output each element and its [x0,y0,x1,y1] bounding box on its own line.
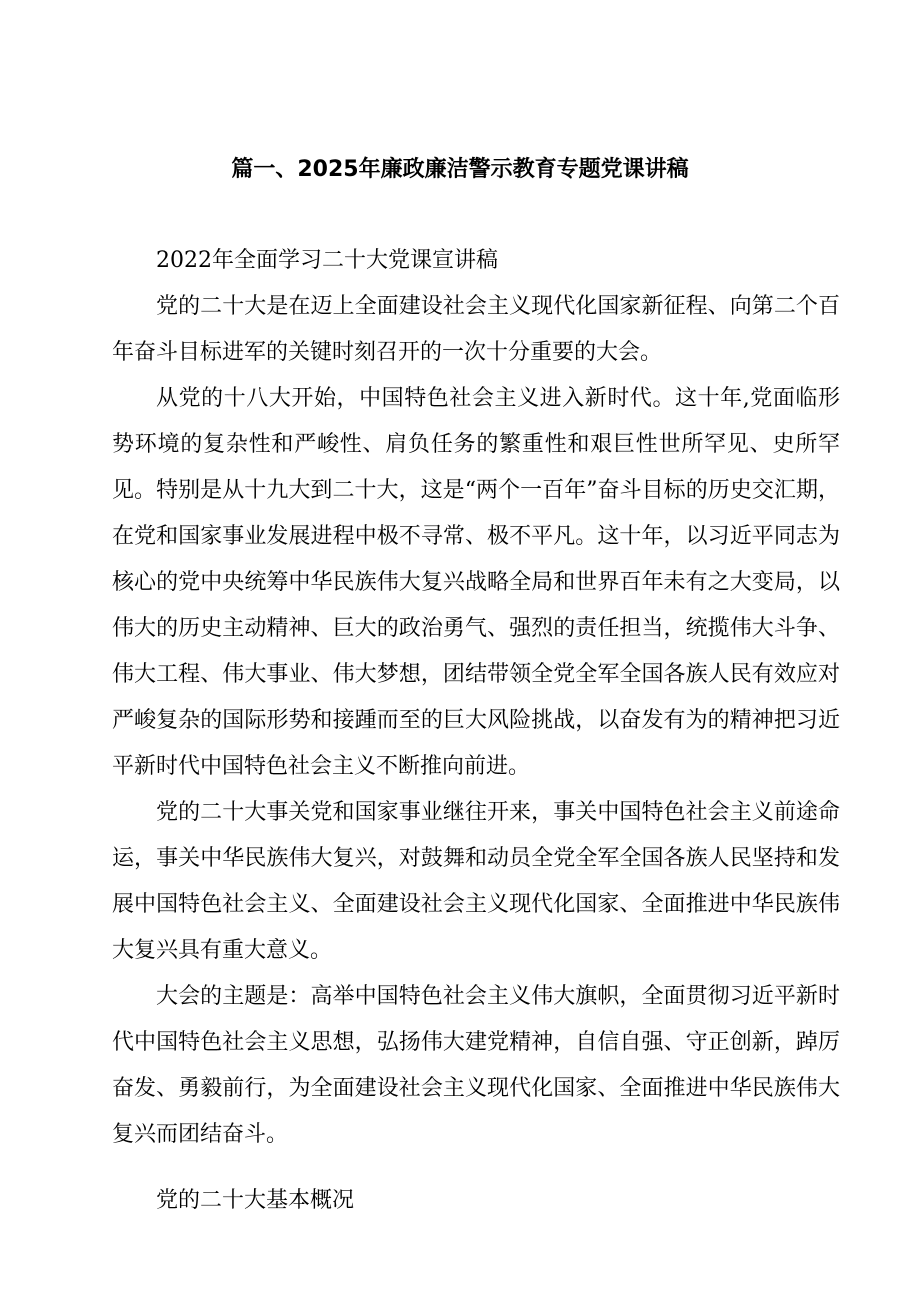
paragraph: 党的二十大是在迈上全面建设社会主义现代化国家新征程、向第二个百年奋斗目标进军的关键时刻召开的一次十分重要的大会。 [112,294,840,365]
document-body [112,238,840,1224]
paragraph: 从党的十八大开始，中国特色社会主义进入新时代。这十年,党面临形势环境的复杂性和严峻性、肩负任务的繁重性和艰巨性世所罕见、史所罕见。特别是从十九大到二十大，这是“两个一百年”奋斗目标的历史交汇期，在党和国家事业发展进程中极不寻常、极不平凡。这十年，以习近平同志为核心的党中央统筹中华民族伟大复兴战略全局和世界百年未有之大变局，以伟大的历史主动精神、巨大的政治勇气、强烈的责任担当，统揽伟大斗争、伟大工程、伟大事业、伟大梦想，团结带领全党全军全国各族人民有效应对严峻复杂的国际形势和接踵而至的巨大风险挑战，以奋发有为的精神把习近平新时代中国特色社会主义不断推向前进。 [112,386,840,779]
document-title: 篇一、2025年廉政廉洁警示教育专题党课讲稿 [231,157,689,182]
paragraph: 大会的主题是：高举中国特色社会主义伟大旗帜，全面贯彻习近平新时代中国特色社会主义思想，弘扬伟大建党精神，自信自强、守正创新，踔厉奋发、勇毅前行，为全面建设社会主义现代化国家、全面推进中华民族伟大复兴而团结奋斗。 [112,984,840,1147]
paragraph: 党的二十大事关党和国家事业继往开来，事关中国特色社会主义前途命运，事关中华民族伟大复兴，对鼓舞和动员全党全军全国各族人民坚持和发展中国特色社会主义、全面建设社会主义现代化国家、全面推进中华民族伟大复兴具有重大意义。 [112,800,840,963]
document-subtitle: 2022年全面学习二十大党课宣讲稿 [156,248,498,273]
section-heading: 党的二十大基本概况 [156,1188,355,1213]
